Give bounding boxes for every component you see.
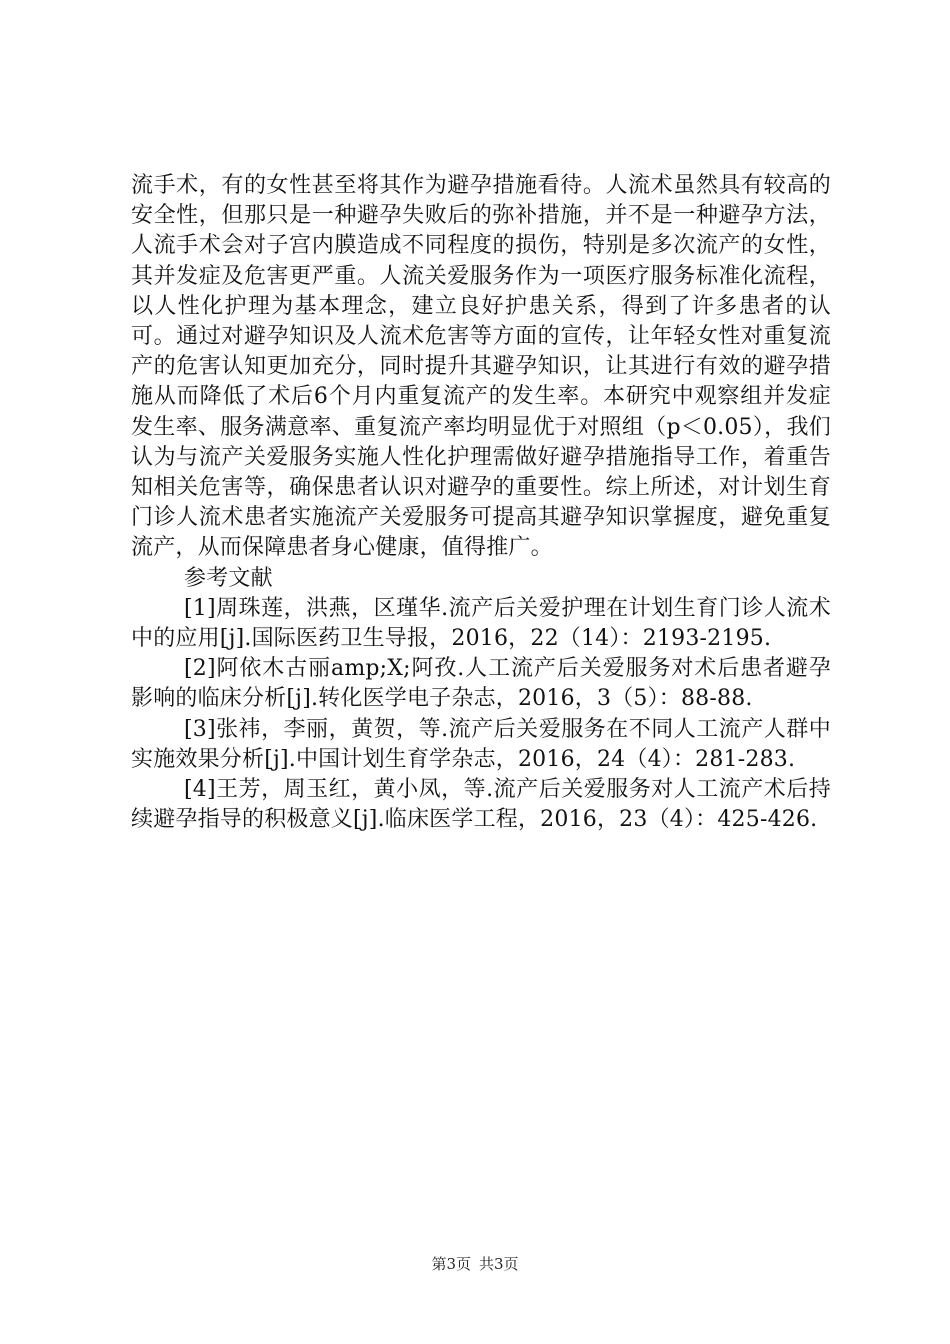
document-body bbox=[131, 171, 831, 835]
reference-item-1: [1]周珠莲，洪燕，区瑾华.流产后关爱护理在计划生育门诊人流术中的应用[j].国际医药卫生导报，2016，22（14）：2193-2195. bbox=[131, 595, 831, 652]
reference-item-3: [3]张祎，李丽，黄贺，等.流产后关爱服务在不同人工流产人群中实施效果分析[j].中国计划生育学杂志，2016，24（4）：281-283. bbox=[131, 716, 831, 772]
references-heading: 参考文献 bbox=[184, 565, 273, 591]
reference-item-2: [2]阿依木古丽amp;X;阿孜.人工流产后关爱服务对术后患者避孕影响的临床分析[j].转化医学电子杂志，2016，3（5）：88-88. bbox=[131, 656, 831, 712]
page-total: 共3页 bbox=[479, 1255, 519, 1273]
page-number: 第3页 bbox=[431, 1255, 471, 1273]
page-footer bbox=[0, 1253, 950, 1274]
reference-item-4: [4]王芳，周玉红，黄小凤，等.流产后关爱服务对人工流产术后持续避孕指导的积极意义[j].临床医学工程，2016，23（4）：425-426. bbox=[131, 777, 831, 833]
body-paragraph: 流手术，有的女性甚至将其作为避孕措施看待。人流术虽然具有较高的安全性，但那只是一种避孕失败后的弥补措施，并不是一种避孕方法，人流手术会对子宫内膜造成不同程度的损伤，特别是多次流产的女性，其并发症及危害更严重。人流关爱服务作为一项医疗服务标准化流程，以人性化护理为基本理念，建立良好护患关系，得到了许多患者的认可。通过对避孕知识及人流术危害等方面的宣传，让年轻女性对重复流产的危害认知更加充分，同时提升其避孕知识，让其进行有效的避孕措施从而降低了术后6个月内重复流产的发生率。本研究中观察组并发症发生率、服务满意率、重复流产率均明显优于对照组（p＜0.05），我们认为与流产关爱服务实施人性化护理需做好避孕措施指导工作，着重告知相关危害等，确保患者认识对避孕的重要性。综上所述，对计划生育门诊人流术患者实施流产关爱服务可提高其避孕知识掌握度，避免重复流产，从而保障患者身心健康，值得推广。 bbox=[131, 173, 831, 561]
